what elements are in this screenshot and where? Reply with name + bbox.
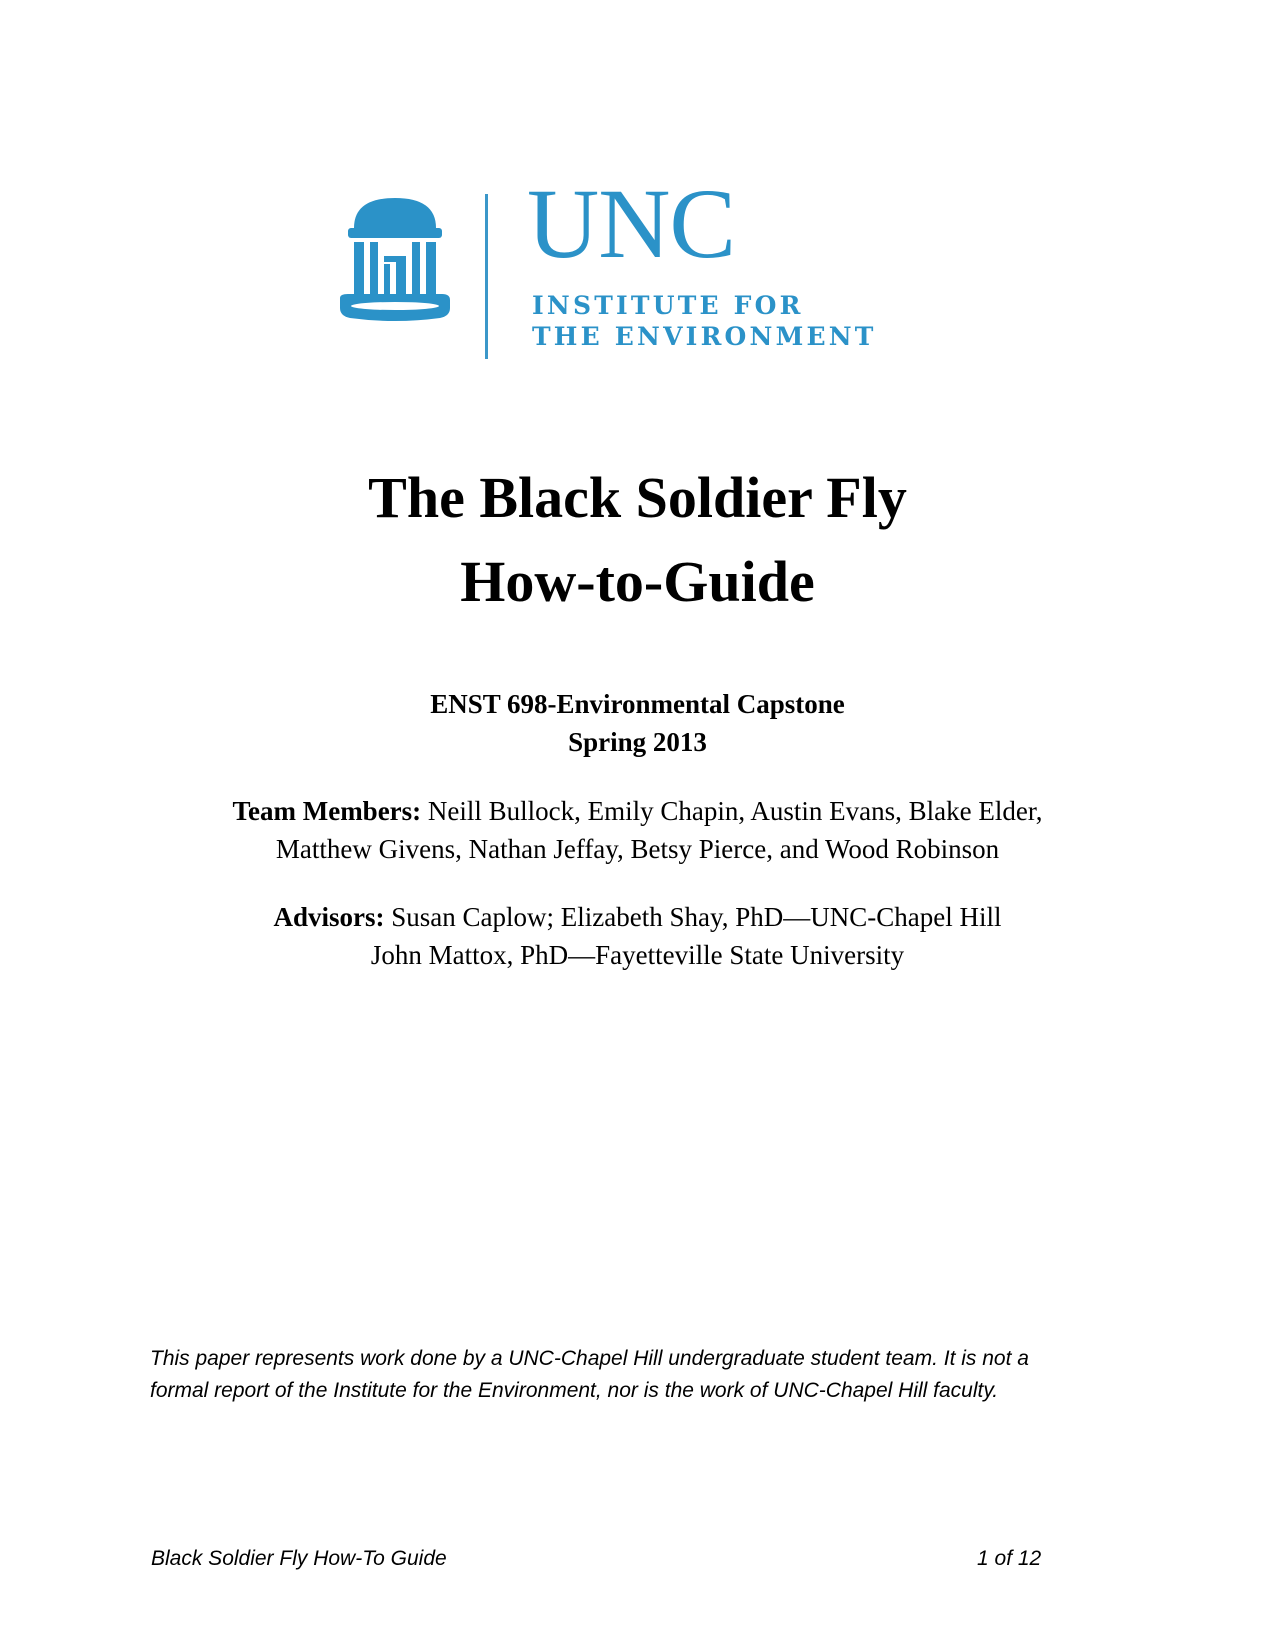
advisors-names-1: Susan Caplow; Elizabeth Shay, PhD—UNC-Chapel Hill: [384, 902, 1002, 932]
team-members-line1: [0, 792, 1275, 830]
advisors-line2: John Mattox, PhD—Fayetteville State University: [370, 940, 905, 970]
advisors-label: Advisors:: [273, 902, 385, 932]
logo-subtitle-line1: INSTITUTE FOR: [532, 291, 804, 320]
disclaimer-line1: This paper represents work done by a UNC-Chapel Hill undergraduate student team. It is not a: [150, 1347, 1029, 1370]
document-title-line1: The Black Soldier Fly: [368, 465, 907, 530]
logo-divider: [485, 194, 488, 359]
team-members-names-1: Neill Bullock, Emily Chapin, Austin Evans, Blake Elder,: [421, 796, 1043, 826]
unc-ie-logo: [340, 168, 940, 365]
team-members-line2: Matthew Givens, Nathan Jeffay, Betsy Pierce, and Wood Robinson: [275, 834, 1000, 864]
course-term: Spring 2013: [568, 727, 707, 757]
team-members-label: Team Members:: [232, 796, 422, 826]
advisors-line1: [0, 898, 1275, 936]
footer-document-name: Black Soldier Fly How-To Guide: [151, 1547, 447, 1570]
course-name: ENST 698-Environmental Capstone: [430, 689, 845, 719]
footer-page-number: 1 of 12: [977, 1547, 1042, 1570]
document-title-line2: How-to-Guide: [460, 549, 815, 614]
old-well-seal-icon: [340, 194, 450, 322]
logo-brand-text: UNC: [527, 168, 736, 279]
logo-subtitle-line2: THE ENVIRONMENT: [532, 322, 877, 351]
disclaimer-line2: formal report of the Institute for the Environment, nor is the work of UNC-Chapel Hill faculty.: [150, 1379, 999, 1402]
